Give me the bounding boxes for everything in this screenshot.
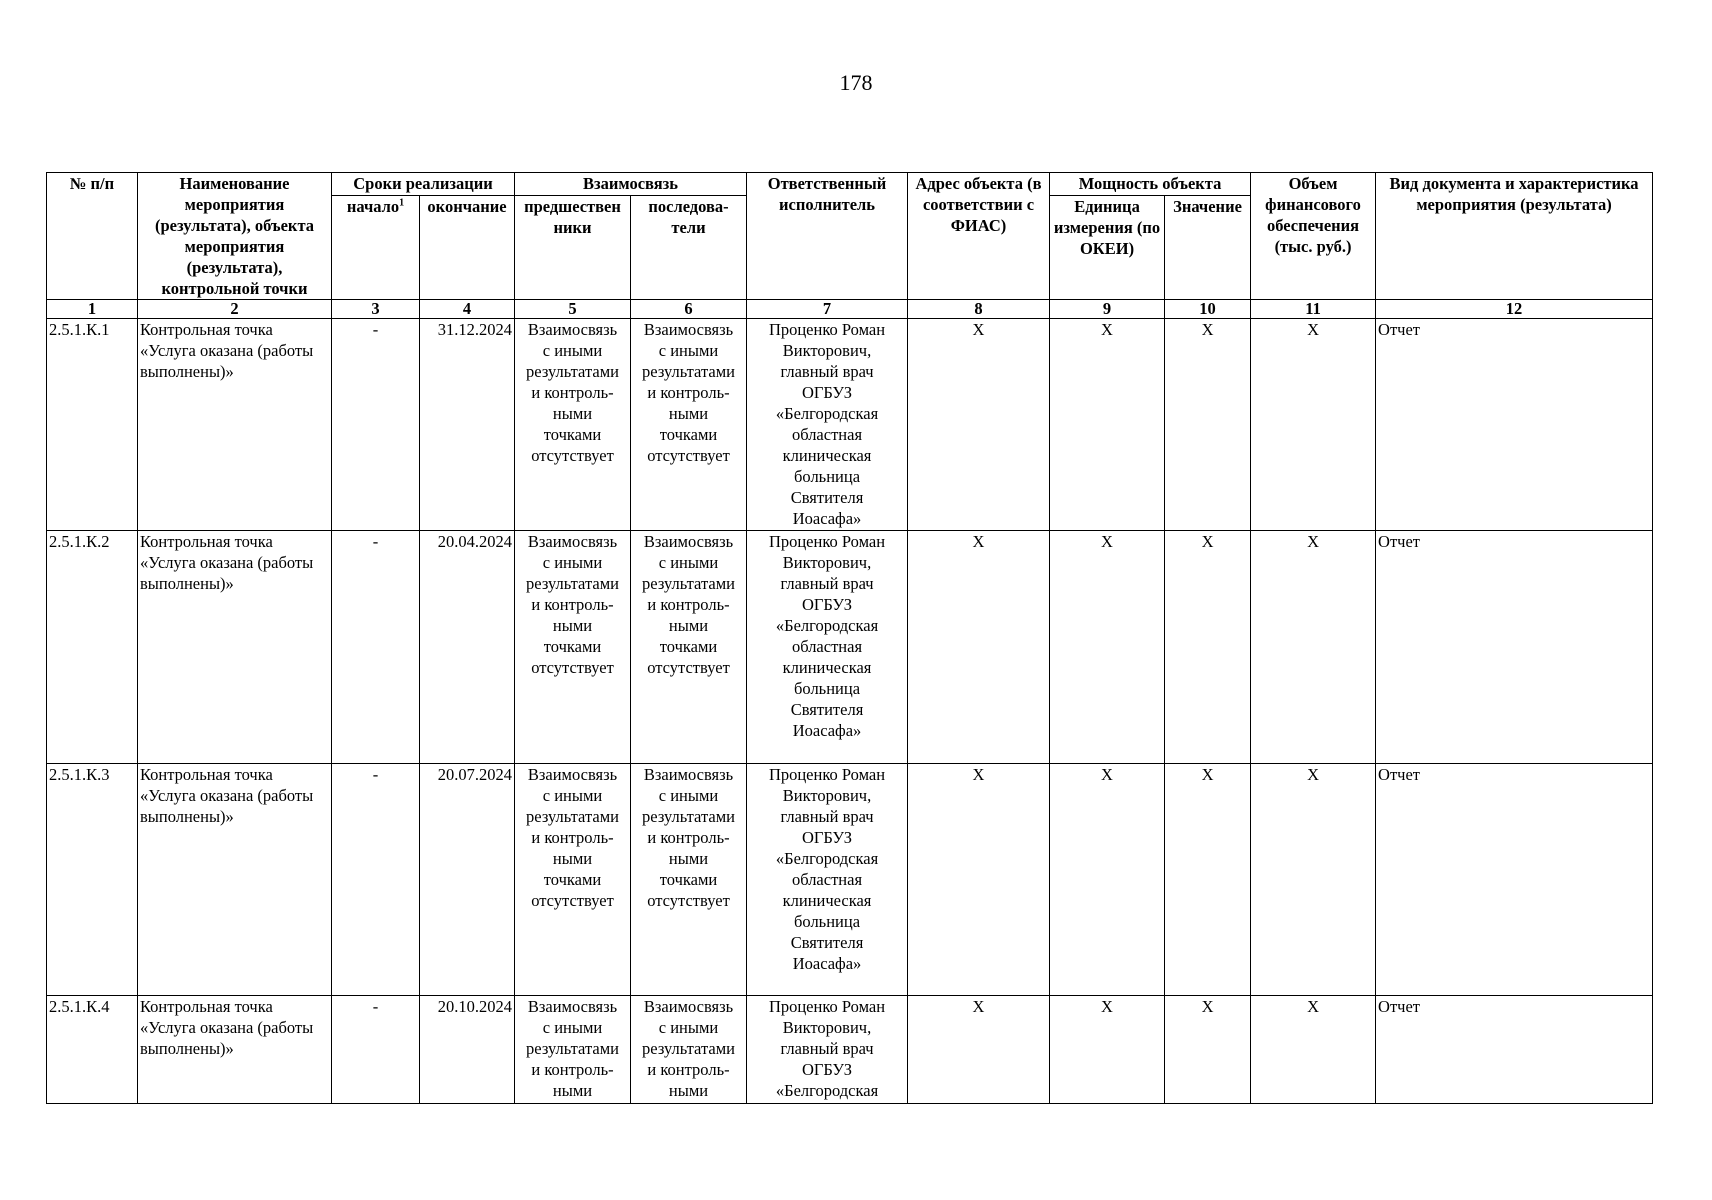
header-doc: Вид документа и характеристика мероприятия (результата) bbox=[1376, 173, 1653, 300]
column-number: 8 bbox=[908, 300, 1050, 319]
row-successors: Взаимосвязь с иными результатами и контроль- ными bbox=[631, 996, 747, 1104]
row-name: Контрольная точка «Услуга оказана (работы выполнены)» bbox=[138, 531, 332, 764]
footnote-marker: 1 bbox=[399, 197, 405, 209]
row-end: 31.12.2024 bbox=[420, 319, 515, 531]
row-doc: Отчет bbox=[1376, 319, 1653, 531]
row-num: 2.5.1.К.1 bbox=[47, 319, 138, 531]
row-responsible: Проценко Роман Викторович, главный врач ОГБУЗ «Белгородская bbox=[747, 996, 908, 1104]
header-unit: Единица измерения (по ОКЕИ) bbox=[1050, 196, 1165, 300]
table-row bbox=[47, 319, 1653, 531]
row-address: X bbox=[908, 531, 1050, 764]
row-start: - bbox=[332, 764, 420, 996]
header-relation: Взаимосвязь bbox=[515, 173, 747, 196]
row-value: X bbox=[1165, 319, 1251, 531]
row-end: 20.04.2024 bbox=[420, 531, 515, 764]
row-unit: X bbox=[1050, 531, 1165, 764]
row-end: 20.07.2024 bbox=[420, 764, 515, 996]
row-value: X bbox=[1165, 996, 1251, 1104]
row-address: X bbox=[908, 996, 1050, 1104]
table-row bbox=[47, 531, 1653, 764]
row-num: 2.5.1.К.2 bbox=[47, 531, 138, 764]
row-start: - bbox=[332, 319, 420, 531]
row-predecessors: Взаимосвязь с иными результатами и контроль- ными bbox=[515, 996, 631, 1104]
row-successors: Взаимосвязь с иными результатами и контроль- ными точками отсутствует bbox=[631, 531, 747, 764]
column-number: 12 bbox=[1376, 300, 1653, 319]
row-doc: Отчет bbox=[1376, 531, 1653, 764]
row-name: Контрольная точка «Услуга оказана (работы выполнены)» bbox=[138, 319, 332, 531]
row-successors: Взаимосвязь с иными результатами и контроль- ными точками отсутствует bbox=[631, 764, 747, 996]
row-finance: X bbox=[1251, 319, 1376, 531]
row-finance: X bbox=[1251, 996, 1376, 1104]
header-successors: последова- тели bbox=[631, 196, 747, 300]
column-number: 2 bbox=[138, 300, 332, 319]
row-unit: X bbox=[1050, 319, 1165, 531]
row-value: X bbox=[1165, 531, 1251, 764]
header-start bbox=[332, 196, 420, 300]
table-row bbox=[47, 764, 1653, 996]
column-number: 6 bbox=[631, 300, 747, 319]
row-unit: X bbox=[1050, 764, 1165, 996]
row-finance: X bbox=[1251, 764, 1376, 996]
column-number: 9 bbox=[1050, 300, 1165, 319]
row-value: X bbox=[1165, 764, 1251, 996]
header-value: Значение bbox=[1165, 196, 1251, 300]
row-doc: Отчет bbox=[1376, 996, 1653, 1104]
row-end: 20.10.2024 bbox=[420, 996, 515, 1104]
column-number: 11 bbox=[1251, 300, 1376, 319]
row-address: X bbox=[908, 764, 1050, 996]
row-responsible: Проценко Роман Викторович, главный врач ОГБУЗ «Белгородская областная клиническая больница Святителя Иоасафа» bbox=[747, 319, 908, 531]
header-terms: Сроки реализации bbox=[332, 173, 515, 196]
column-number: 7 bbox=[747, 300, 908, 319]
row-finance: X bbox=[1251, 531, 1376, 764]
header-finance: Объем финансового обеспечения (тыс. руб.) bbox=[1251, 173, 1376, 300]
row-address: X bbox=[908, 319, 1050, 531]
column-number-row bbox=[47, 300, 1653, 319]
page-number: 178 bbox=[839, 70, 873, 95]
header-capacity: Мощность объекта bbox=[1050, 173, 1251, 196]
header-responsible: Ответственный исполнитель bbox=[747, 173, 908, 300]
row-start: - bbox=[332, 996, 420, 1104]
column-number: 4 bbox=[420, 300, 515, 319]
plan-table bbox=[46, 172, 1653, 1104]
row-num: 2.5.1.К.3 bbox=[47, 764, 138, 996]
column-number: 3 bbox=[332, 300, 420, 319]
row-name: Контрольная точка «Услуга оказана (работы выполнены)» bbox=[138, 996, 332, 1104]
column-number: 5 bbox=[515, 300, 631, 319]
row-responsible: Проценко Роман Викторович, главный врач ОГБУЗ «Белгородская областная клиническая больница Святителя Иоасафа» bbox=[747, 531, 908, 764]
row-start: - bbox=[332, 531, 420, 764]
column-number: 1 bbox=[47, 300, 138, 319]
header-end: окончание bbox=[420, 196, 515, 300]
row-predecessors: Взаимосвязь с иными результатами и контроль- ными точками отсутствует bbox=[515, 764, 631, 996]
column-number: 10 bbox=[1165, 300, 1251, 319]
row-num: 2.5.1.К.4 bbox=[47, 996, 138, 1104]
header-name: Наименование мероприятия (результата), объекта мероприятия (результата), контрольной точки bbox=[138, 173, 332, 300]
row-successors: Взаимосвязь с иными результатами и контроль- ными точками отсутствует bbox=[631, 319, 747, 531]
table-row bbox=[47, 996, 1653, 1104]
row-predecessors: Взаимосвязь с иными результатами и контроль- ными точками отсутствует bbox=[515, 531, 631, 764]
header-predecessors: предшествен ники bbox=[515, 196, 631, 300]
header-num: № п/п bbox=[47, 173, 138, 300]
row-responsible: Проценко Роман Викторович, главный врач ОГБУЗ «Белгородская областная клиническая больница Святителя Иоасафа» bbox=[747, 764, 908, 996]
row-predecessors: Взаимосвязь с иными результатами и контроль- ными точками отсутствует bbox=[515, 319, 631, 531]
row-name: Контрольная точка «Услуга оказана (работы выполнены)» bbox=[138, 764, 332, 996]
header-address: Адрес объекта (в соответствии с ФИАС) bbox=[908, 173, 1050, 300]
row-doc: Отчет bbox=[1376, 764, 1653, 996]
row-unit: X bbox=[1050, 996, 1165, 1104]
header-start-label: начало bbox=[346, 197, 400, 216]
